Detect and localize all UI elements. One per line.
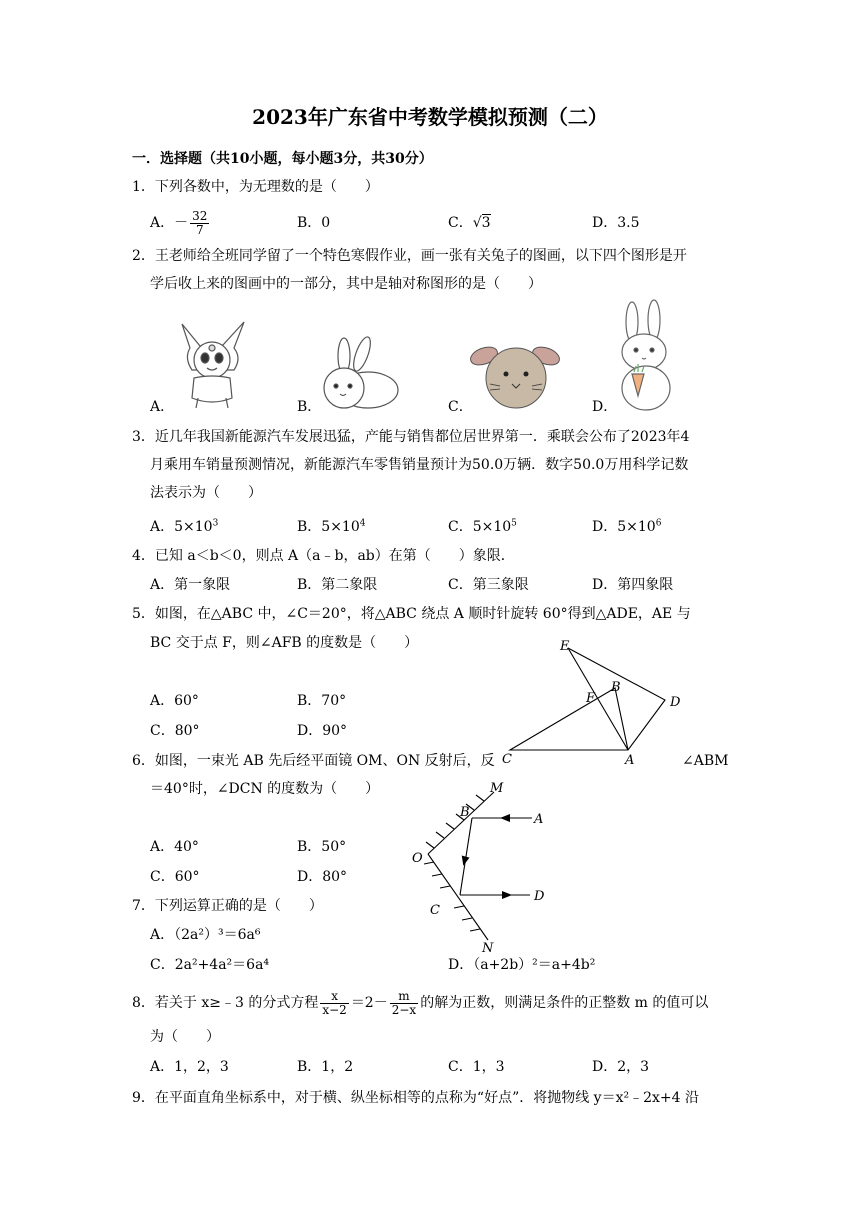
- q4-option-c: C．第三象限: [448, 577, 529, 593]
- q2-option-a: A．: [150, 399, 175, 415]
- q4-option-a: A．第一象限: [150, 577, 231, 593]
- q3-option-b: B．$5\times 10^4$: [297, 518, 366, 535]
- arrow-right-icon: [502, 891, 512, 899]
- q1-option-d: D．3.5: [592, 215, 640, 231]
- q6-label-b: B: [460, 805, 470, 820]
- q5-label-e: E: [560, 639, 570, 654]
- q5-triangle-figure: [500, 636, 700, 770]
- q8-stem-line1: 8．若关于 x≥﹣3 的分式方程 $\frac{x}{x-2}$ ＝2－ $\frac{m}{2-x}$ 的解为正数，则满足条件的正整数 m 的值可以: [132, 988, 709, 1017]
- q5-label-d: D: [670, 695, 681, 710]
- q5-label-a: A: [625, 753, 635, 768]
- q8-option-d: D．2，3: [592, 1059, 650, 1075]
- q6-label-o: O: [412, 851, 423, 866]
- q8-stem-line2: 为（ ）: [150, 1029, 220, 1045]
- q6-label-m: M: [490, 781, 504, 796]
- q2-option-c: C．: [448, 399, 473, 415]
- q6-stem-line2: ＝40°时，∠DCN 的度数为（ ）: [150, 781, 380, 797]
- q1-option-b: B．0: [297, 215, 331, 231]
- q3-stem-line2: 月乘用车销量预测情况，新能源汽车零售销量预计为50.0万辆．数字50.0万用科学记数: [150, 457, 689, 473]
- q2-stem-line1: 2．王老师给全班同学留了一个特色寒假作业，画一张有关兔子的图画，以下四个图形是开: [132, 248, 687, 264]
- section-heading: 一．选择题（共10小题，每小题3分，共30分）: [132, 151, 433, 167]
- q3-stem-line1: 3．近几年我国新能源汽车发展迅猛，产能与销售都位居世界第一．乘联会公布了2023年4: [132, 429, 690, 445]
- page-title: 2023年广东省中考数学模拟预测（二）: [252, 105, 608, 129]
- q6-label-a: A: [534, 812, 544, 827]
- q9-stem-line1: 9．在平面直角坐标系中，对于横、纵坐标相等的点称为“好点”．将抛物线 y＝x²﹣2x+4 沿: [132, 1090, 699, 1106]
- q3-option-d: D．$5\times 10^6$: [592, 518, 662, 535]
- q4-option-d: D．第四象限: [592, 577, 674, 593]
- q7-stem: 7．下列运算正确的是（ ）: [132, 898, 323, 914]
- q6-option-b: B．50°: [297, 839, 347, 855]
- rabbit-c-image: [470, 334, 562, 410]
- sqrt-icon: √: [472, 215, 482, 231]
- q5-stem-line1: 5．如图，在△ABC 中，∠C＝20°，将△ABC 绕点 A 顺时针旋转 60°得到△ADE，AE 与: [132, 606, 691, 622]
- q4-stem: 4．已知 a＜b＜0，则点 A（a﹣b，ab）在第（ ）象限．: [132, 548, 515, 564]
- q8-option-c: C．1，3: [448, 1059, 505, 1075]
- q8-fraction-1: $\frac{x}{x-2}$: [322, 988, 347, 1017]
- q1-option-c: C．√3: [448, 215, 491, 231]
- q6-option-d: D．80°: [297, 869, 348, 885]
- rabbit-b-image: [316, 334, 402, 412]
- q8-fraction-2: $\frac{m}{2-x}$: [391, 988, 417, 1017]
- q1-option-a: [150, 208, 211, 238]
- q8-option-b: B．1，2: [297, 1059, 354, 1075]
- q6-mirror-figure: [408, 780, 558, 960]
- q5-option-c: C．80°: [150, 723, 200, 739]
- q2-option-b: B．: [297, 399, 322, 415]
- q8-option-a: A．1，2，3: [150, 1059, 229, 1075]
- q7-option-d: D．（a+2b）²＝a+4b²: [448, 957, 596, 973]
- q6-stem-line1: 6．如图，一束光 AB 先后经平面镜 OM、ON 反射后，反: [132, 753, 495, 769]
- q3-stem-line3: 法表示为（ ）: [150, 485, 262, 501]
- rabbit-a-image: [172, 318, 252, 410]
- q5-label-c: C: [502, 752, 512, 767]
- q3-option-c: C．$5\times 10^5$: [448, 518, 517, 535]
- q6-stem-line1-right: ∠ABM: [682, 753, 729, 769]
- q5-option-a: A．60°: [150, 693, 199, 709]
- q5-label-b: B: [611, 680, 621, 695]
- q5-option-d: D．90°: [297, 723, 348, 739]
- q2-option-d: D．: [592, 399, 618, 415]
- q6-label-c: C: [430, 903, 440, 918]
- rabbit-d-image: [614, 300, 676, 412]
- q7-option-c: C．2a²+4a²＝6a⁴: [150, 957, 270, 973]
- q6-label-n: N: [482, 941, 494, 956]
- q5-option-b: B．70°: [297, 693, 347, 709]
- q1-a-prefix: A．－: [150, 215, 189, 231]
- q1-a-fraction: $\frac{32}{7}$: [192, 208, 208, 237]
- q6-option-a: A．40°: [150, 839, 199, 855]
- q7-option-a: A．（2a²）³＝6a⁶: [150, 927, 261, 943]
- q6-option-c: C．60°: [150, 869, 200, 885]
- q3-option-a: A．$5\times 10^3$: [150, 518, 219, 535]
- q6-label-d: D: [534, 889, 545, 904]
- q5-stem-line2: BC 交于点 F，则∠AFB 的度数是（ ）: [150, 635, 419, 651]
- q1-stem: 1．下列各数中，为无理数的是（ ）: [132, 179, 379, 195]
- q4-option-b: B．第二象限: [297, 577, 378, 593]
- q2-stem-line2: 学后收上来的图画中的一部分，其中是轴对称图形的是（ ）: [150, 276, 542, 292]
- q5-label-f: F: [586, 691, 596, 706]
- arrow-left-icon: [500, 814, 510, 822]
